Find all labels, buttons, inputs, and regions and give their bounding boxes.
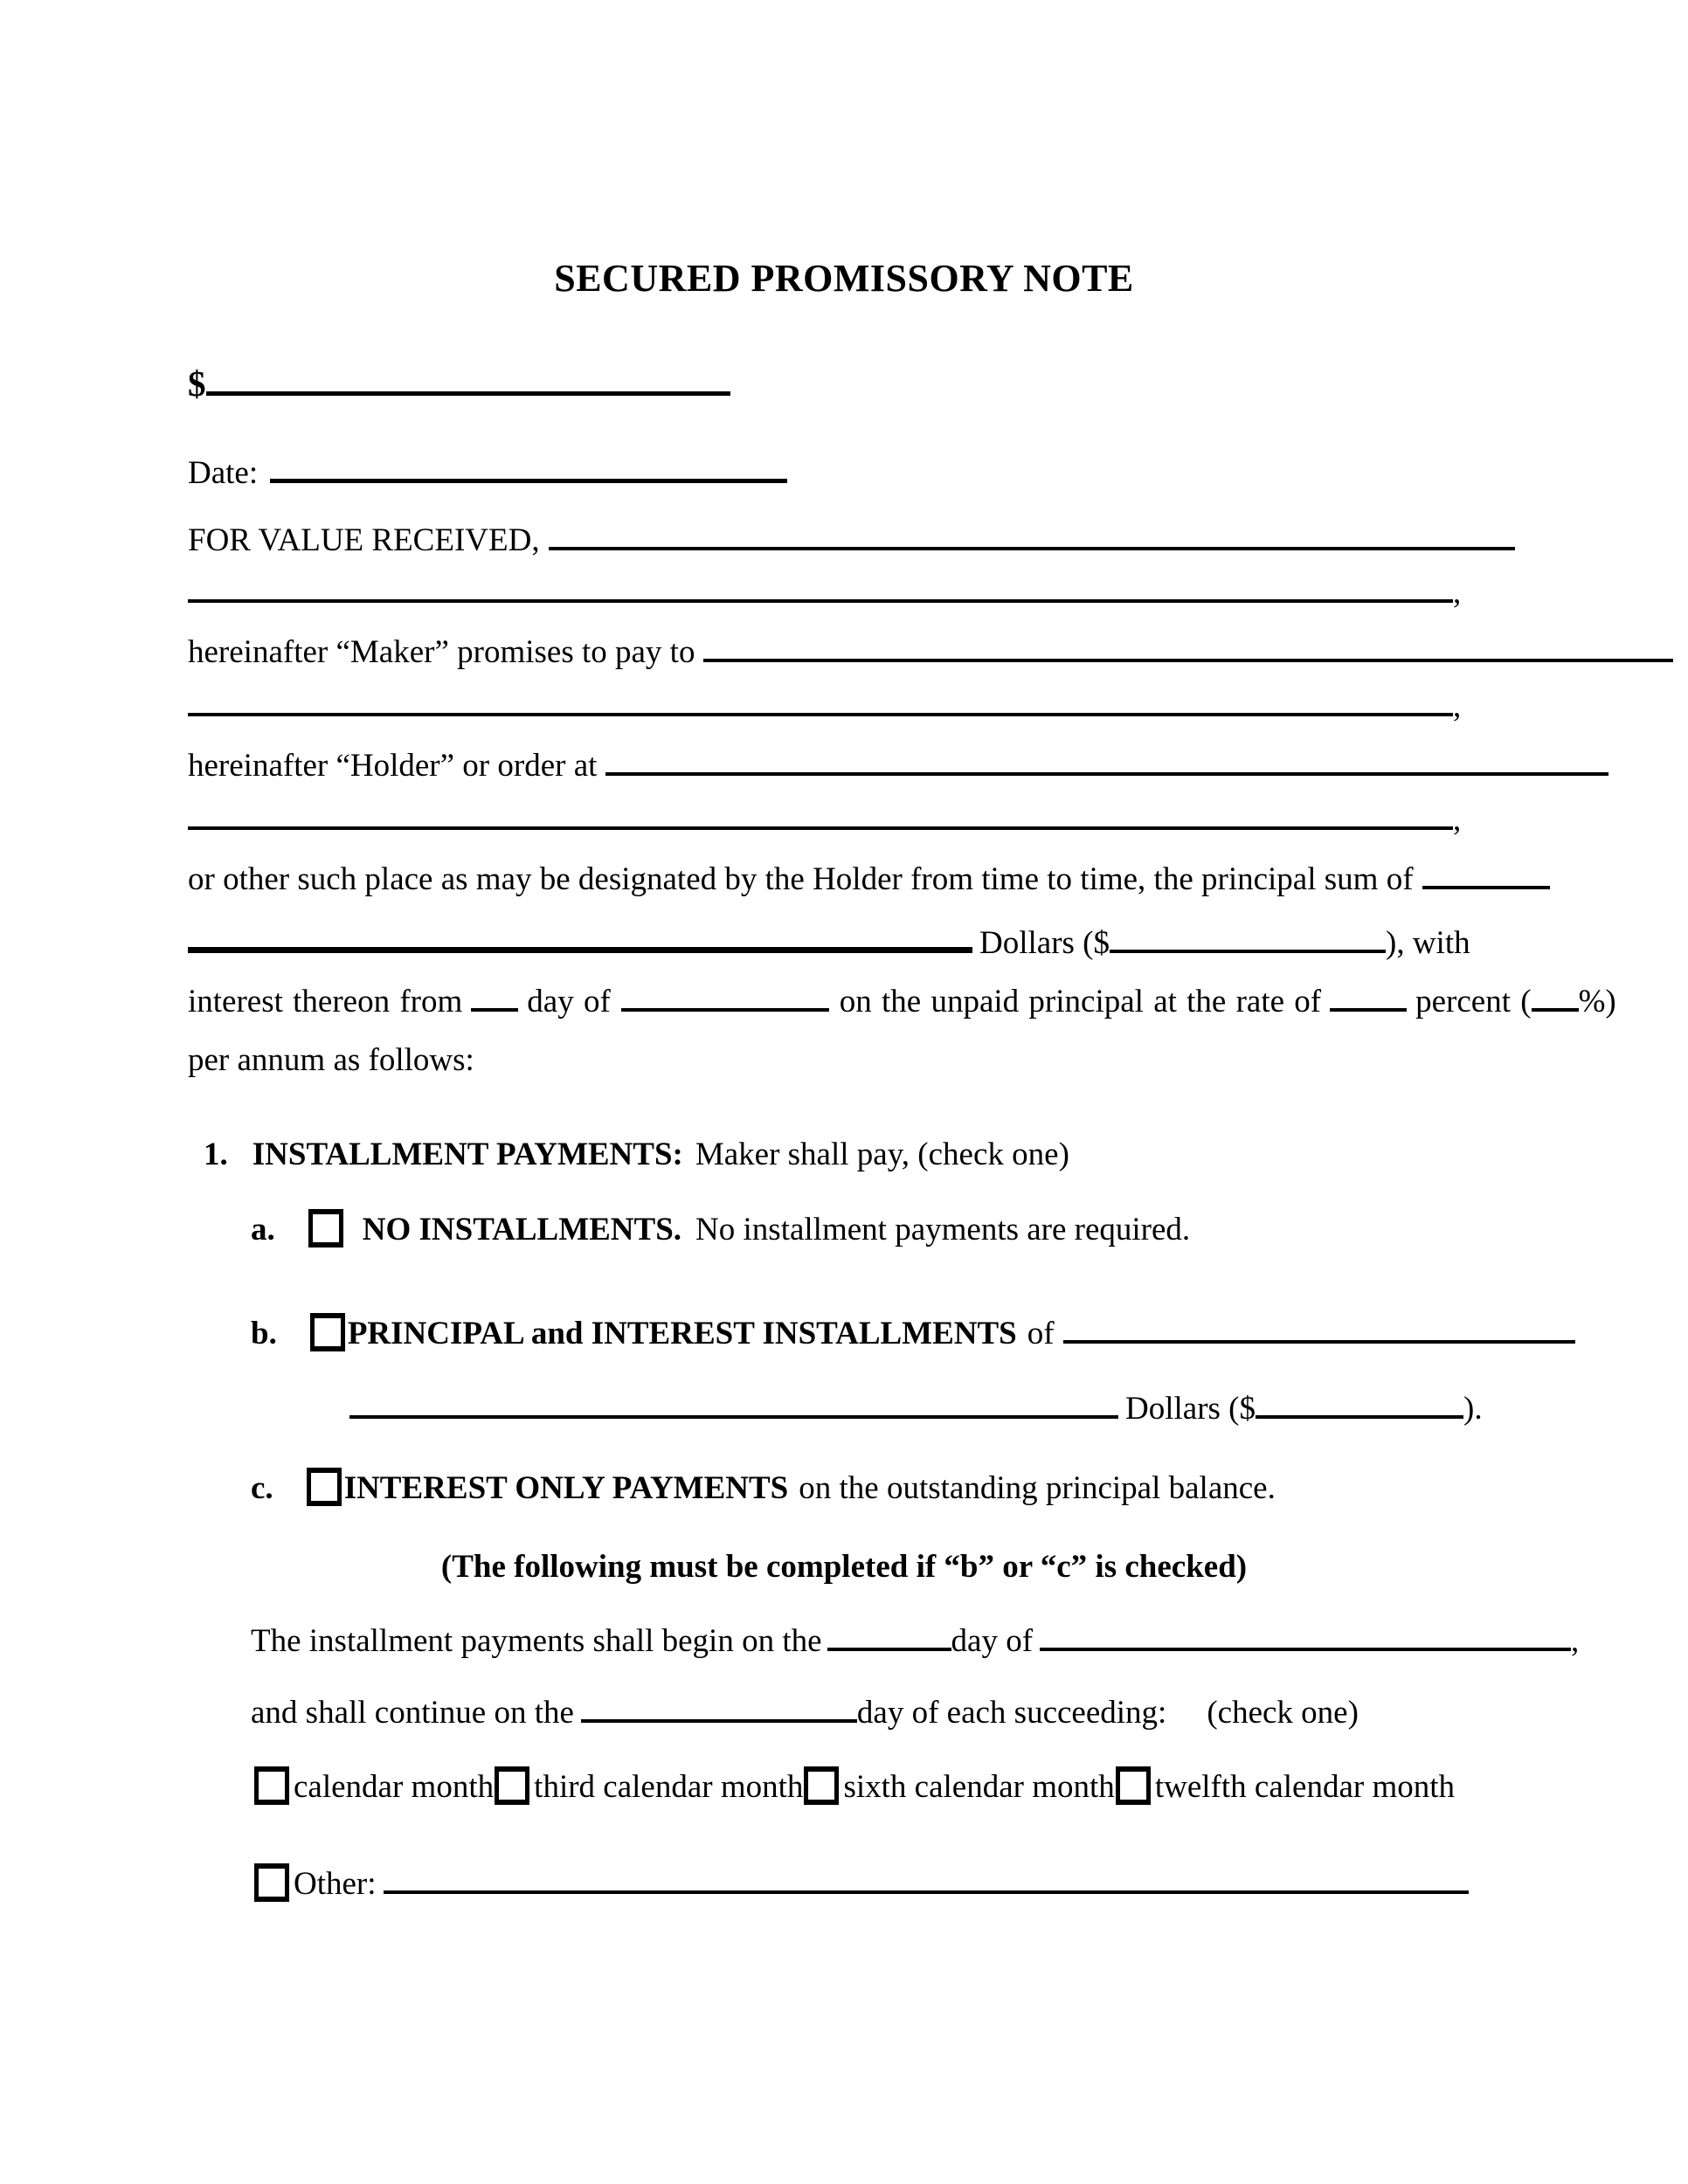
option-b-letter: b. <box>251 1316 277 1351</box>
third-calendar-month-label: third calendar month <box>534 1769 804 1805</box>
maker-clause-label: hereinafter “Maker” promises to pay to <box>188 634 695 670</box>
frequency-option-calendar-month <box>254 1766 494 1807</box>
continue-prefix-label: and shall continue on the <box>251 1695 574 1731</box>
dollar-sign-label: $ <box>188 363 206 404</box>
third-calendar-month-checkbox[interactable] <box>495 1766 529 1805</box>
interest-start-day-blank-field[interactable] <box>471 978 518 1012</box>
sixth-calendar-month-checkbox[interactable] <box>804 1766 839 1805</box>
other-option-line <box>254 1861 1469 1904</box>
amount-line <box>188 362 730 405</box>
frequency-options-row <box>254 1766 1455 1807</box>
maker-continuation-line <box>188 570 1461 612</box>
calendar-month-checkbox[interactable] <box>254 1766 289 1805</box>
option-a-letter: a. <box>251 1212 275 1248</box>
option-a-text: No installment payments are required. <box>695 1212 1191 1248</box>
twelfth-calendar-month-checkbox[interactable] <box>1116 1766 1151 1805</box>
frequency-option-sixth-calendar-month <box>804 1766 1114 1807</box>
continue-line <box>251 1690 1359 1732</box>
per-annum-line <box>188 1041 474 1080</box>
comma-text: , <box>1453 575 1462 611</box>
interest-rate-repeat-blank-field[interactable] <box>1532 978 1579 1012</box>
option-b-checkbox[interactable] <box>310 1313 345 1351</box>
comma-text: , <box>1453 802 1462 838</box>
per-annum-label: per annum as follows: <box>188 1042 474 1078</box>
principal-words-blank-field[interactable] <box>188 917 972 953</box>
completion-note-line <box>0 1548 1688 1586</box>
principal-sum-blank-field[interactable] <box>1422 856 1550 889</box>
date-label: Date: <box>188 455 259 491</box>
option-b-line <box>251 1310 1575 1353</box>
begin-line <box>251 1618 1579 1661</box>
calendar-month-label: calendar month <box>294 1769 495 1805</box>
begin-day-blank-field[interactable] <box>827 1618 951 1651</box>
title-line <box>0 256 1688 301</box>
place-clause-label: or other such place as may be designated by the Holder from time to time, the principal sum of <box>188 861 1414 897</box>
installment-amount-continuation-blank-field[interactable] <box>349 1386 1118 1419</box>
holder-address-continuation-blank-field[interactable] <box>188 797 1453 830</box>
option-c-line <box>251 1468 1276 1508</box>
maker-name-blank-field[interactable] <box>549 517 1515 550</box>
payee-name-blank-field[interactable] <box>703 629 1673 662</box>
dollars-suffix-label: ), with <box>1386 925 1470 961</box>
interest-mid-label: on the unpaid principal at the rate of <box>839 984 1322 1019</box>
holder-continuation-line <box>188 797 1461 840</box>
section-heading-rest: Maker shall pay, (check one) <box>695 1137 1069 1172</box>
other-blank-field[interactable] <box>384 1861 1469 1894</box>
comma-text: , <box>1453 688 1462 724</box>
twelfth-calendar-month-label: twelfth calendar month <box>1154 1769 1455 1805</box>
date-blank-field[interactable] <box>270 449 787 483</box>
option-c-checkbox[interactable] <box>307 1468 342 1506</box>
section-1-heading-line <box>204 1136 1069 1174</box>
holder-address-blank-field[interactable] <box>605 743 1608 776</box>
interest-start-month-blank-field[interactable] <box>621 978 829 1012</box>
page-title: SECURED PROMISSORY NOTE <box>554 257 1134 300</box>
installment-dollars-label: Dollars ($ <box>1125 1391 1256 1427</box>
option-b-text: of <box>1027 1316 1055 1351</box>
frequency-option-twelfth-calendar-month <box>1116 1766 1455 1807</box>
check-one-label: (check one) <box>1207 1695 1359 1731</box>
installment-dollars-suffix: ). <box>1463 1391 1483 1427</box>
frequency-option-third-calendar-month <box>495 1766 803 1807</box>
other-checkbox[interactable] <box>254 1863 289 1902</box>
option-c-bold-label: INTEREST ONLY PAYMENTS <box>343 1470 789 1506</box>
option-a-checkbox[interactable] <box>308 1209 343 1248</box>
amount-blank-field[interactable] <box>206 362 730 396</box>
installment-amount-words-blank-field[interactable] <box>1063 1310 1575 1344</box>
begin-month-blank-field[interactable] <box>1040 1618 1571 1651</box>
percent-label: percent ( <box>1415 984 1532 1019</box>
payee-name-continuation-blank-field[interactable] <box>188 683 1453 716</box>
date-line <box>188 449 787 493</box>
for-value-received-line <box>188 517 1515 560</box>
for-value-received-label: FOR VALUE RECEIVED, <box>188 522 540 558</box>
continue-day-blank-field[interactable] <box>581 1690 857 1723</box>
option-c-text: on the outstanding principal balance. <box>799 1470 1276 1506</box>
principal-dollars-line <box>188 917 1470 963</box>
principal-numeric-blank-field[interactable] <box>1110 920 1386 953</box>
sixth-calendar-month-label: sixth calendar month <box>843 1769 1115 1805</box>
place-clause-line <box>188 856 1550 899</box>
holder-clause-line <box>188 743 1608 785</box>
interest-rate-blank-field[interactable] <box>1330 978 1407 1012</box>
continue-mid-label: day of each succeeding: <box>856 1695 1167 1731</box>
maker-clause-line <box>188 629 1673 672</box>
maker-name-continuation-blank-field[interactable] <box>188 570 1453 603</box>
section-number: 1. <box>204 1137 228 1172</box>
percent-suffix-label: %) <box>1578 984 1616 1019</box>
option-b-dollars-line <box>349 1386 1483 1428</box>
payee-continuation-line <box>188 683 1461 726</box>
dollars-label: Dollars ($ <box>979 925 1110 961</box>
other-label: Other: <box>294 1866 377 1902</box>
interest-line <box>188 978 1616 1021</box>
section-heading: INSTALLMENT PAYMENTS: <box>252 1137 683 1172</box>
option-b-bold-label: PRINCIPAL and INTEREST INSTALLMENTS <box>347 1316 1017 1351</box>
option-c-letter: c. <box>251 1470 273 1506</box>
option-a-bold-label: NO INSTALLMENTS. <box>362 1212 682 1248</box>
installment-amount-numeric-blank-field[interactable] <box>1256 1386 1463 1419</box>
interest-prefix-label: interest thereon from <box>188 984 463 1019</box>
option-a-line <box>251 1209 1190 1249</box>
day-of-label: day of <box>527 984 611 1019</box>
completion-note: (The following must be completed if “b” or “c” is checked) <box>440 1549 1248 1585</box>
begin-suffix-comma: , <box>1571 1623 1580 1659</box>
holder-clause-label: hereinafter “Holder” or order at <box>188 748 598 784</box>
begin-prefix-label: The installment payments shall begin on the <box>251 1623 822 1659</box>
begin-day-of-label: day of <box>951 1623 1034 1659</box>
